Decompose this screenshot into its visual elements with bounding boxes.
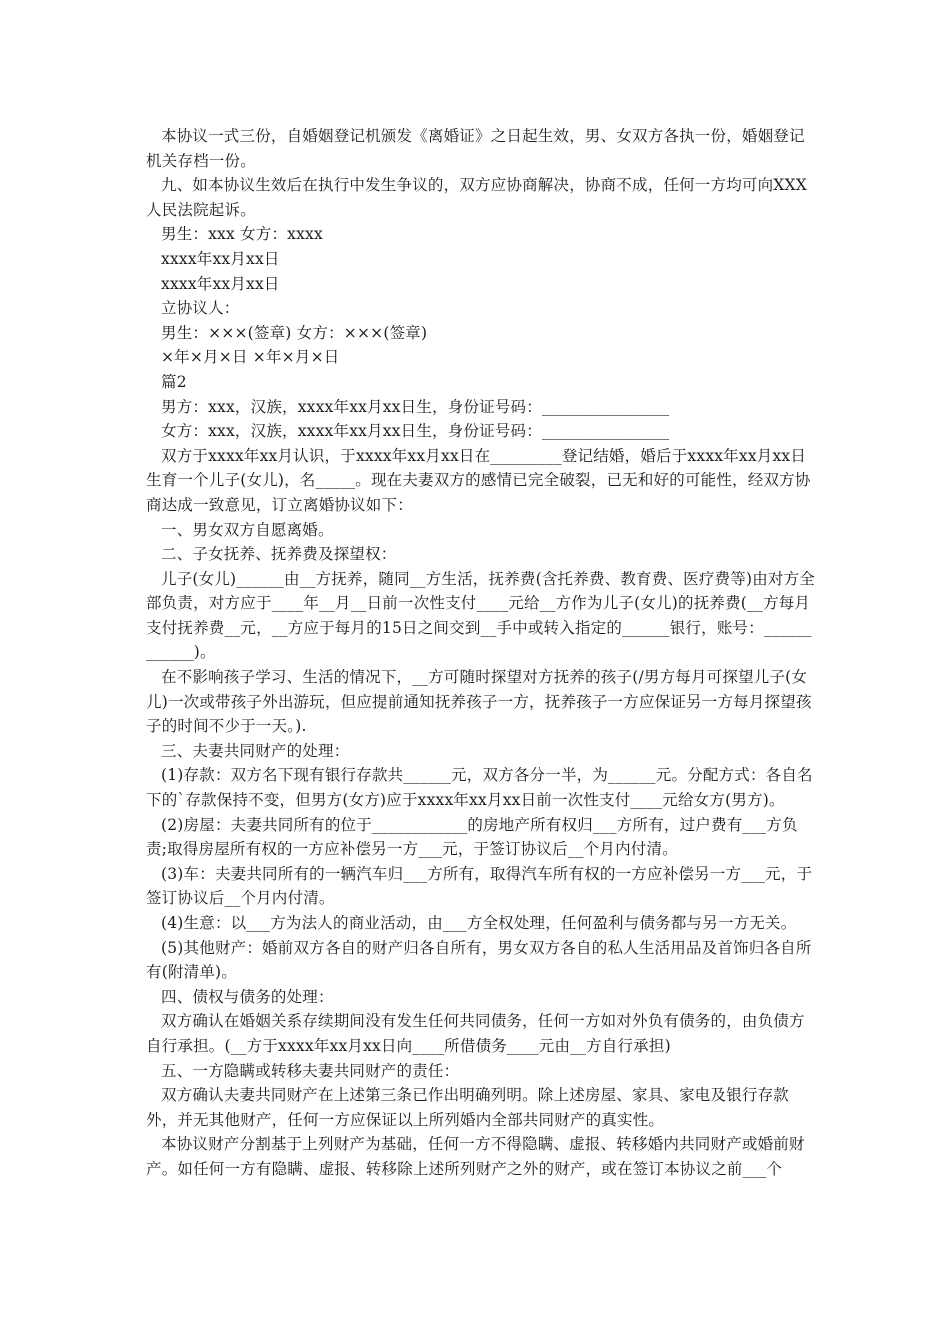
paragraph: (5)其他财产：婚前双方各自的财产归各自所有，男女双方各自的私人生活用品及首饰归各自所有(附清单)。 bbox=[146, 938, 812, 982]
paragraph: ×年×月×日 ×年×月×日 bbox=[161, 348, 340, 367]
paragraph: (2)房屋：夫妻共同所有的位于____________的房地产所有权归___方所有，过户费有___方负责;取得房屋所有权的一方应补偿另一方___元，于签订协议后__个月内付清。 bbox=[146, 815, 798, 859]
paragraph: 男生：×××(签章) 女方：×××(签章) bbox=[161, 323, 428, 342]
paragraph: 三、夫妻共同财产的处理： bbox=[161, 741, 350, 760]
paragraph: (3)车：夫妻共同所有的一辆汽车归___方所有，取得汽车所有权的一方应补偿另一方___元，于签订协议后__个月内付清。 bbox=[146, 864, 813, 908]
paragraph: 双方于xxxx年xx月认识，于xxxx年xx月xx日在_________登记结婚，婚后于xxxx年xx月xx日生育一个儿子(女儿)，名_____。现在夫妻双方的感情已完全破裂，已无和好的可能性，经双方协商达成一致意见，订立离婚协议如下： bbox=[146, 446, 811, 514]
paragraph: 女方：xxx，汉族，xxxx年xx月xx日生，身份证号码：________________ bbox=[161, 422, 670, 441]
paragraph: 篇2 bbox=[161, 372, 187, 391]
paragraph: 五、一方隐瞒或转移夫妻共同财产的责任： bbox=[161, 1061, 460, 1080]
paragraph: 双方确认在婚姻关系存续期间没有发生任何共同债务，任何一方如对外负有债务的，由负债方自行承担。(__方于xxxx年xx月xx日向____所借债务____元由__方自行承担) bbox=[146, 1012, 805, 1055]
paragraph: 二、子女抚养、抚养费及探望权： bbox=[161, 545, 397, 564]
paragraph: 男生：xxx 女方：xxxx bbox=[161, 225, 323, 244]
paragraph: 在不影响孩子学习、生活的情况下，__方可随时探望对方抚养的孩子(/男方每月可探望儿子(女儿)一次或带孩子外出游玩，但应提前通知抚养孩子一方，抚养孩子一方应保证另一方每月探望孩子的时间不少于一天。). bbox=[146, 668, 812, 736]
paragraph: 儿子(女儿)______由__方抚养，随同__方生活，抚养费(含托养费、教育费、医疗费等)由对方全部负责，对方应于____年__月__日前一次性支付____元给__方作为儿子(女儿)的抚养费(__方每月支付抚养费__元，__方应于每月的15日之间交到__手中或转入指定的______银行，账号：____________)。 bbox=[146, 569, 815, 662]
paragraph: 一、男女双方自愿离婚。 bbox=[161, 520, 334, 539]
document-body bbox=[146, 124, 816, 1182]
paragraph: 本协议一式三份，自婚姻登记机颁发《离婚证》之日起生效，男、女双方各执一份，婚姻登记机关存档一份。 bbox=[146, 127, 805, 170]
paragraph: xxxx年xx月xx日 bbox=[161, 274, 280, 293]
paragraph: 本协议财产分割基于上列财产为基础，任何一方不得隐瞒、虚报、转移婚内共同财产或婚前财产。如任何一方有隐瞒、虚报、转移除上述所列财产之外的财产，或在签订本协议之前___个 bbox=[146, 1135, 805, 1178]
paragraph: 男方：xxx，汉族，xxxx年xx月xx日生，身份证号码：________________ bbox=[161, 397, 670, 416]
paragraph: (4)生意：以___方为法人的商业活动，由___方全权处理，任何盈利与债务都与另一方无关。 bbox=[161, 914, 797, 932]
paragraph: 四、债权与债务的处理： bbox=[161, 987, 334, 1006]
paragraph: (1)存款：双方名下现有银行存款共______元，双方各分一半，为______元。分配方式：各自名下的`存款保持不变，但男方(女方)应于xxxx年xx月xx日前一次性支付____元给女方(男方)。 bbox=[146, 766, 813, 810]
paragraph: 双方确认夫妻共同财产在上述第三条已作出明确列明。除上述房屋、家具、家电及银行存款外，并无其他财产，任何一方应保证以上所列婚内全部共同财产的真实性。 bbox=[146, 1086, 790, 1129]
paragraph: xxxx年xx月xx日 bbox=[161, 249, 280, 268]
paragraph: 九、如本协议生效后在执行中发生争议的，双方应协商解决，协商不成，任何一方均可向XXX人民法院起诉。 bbox=[146, 176, 808, 219]
paragraph: 立协议人： bbox=[161, 299, 240, 318]
